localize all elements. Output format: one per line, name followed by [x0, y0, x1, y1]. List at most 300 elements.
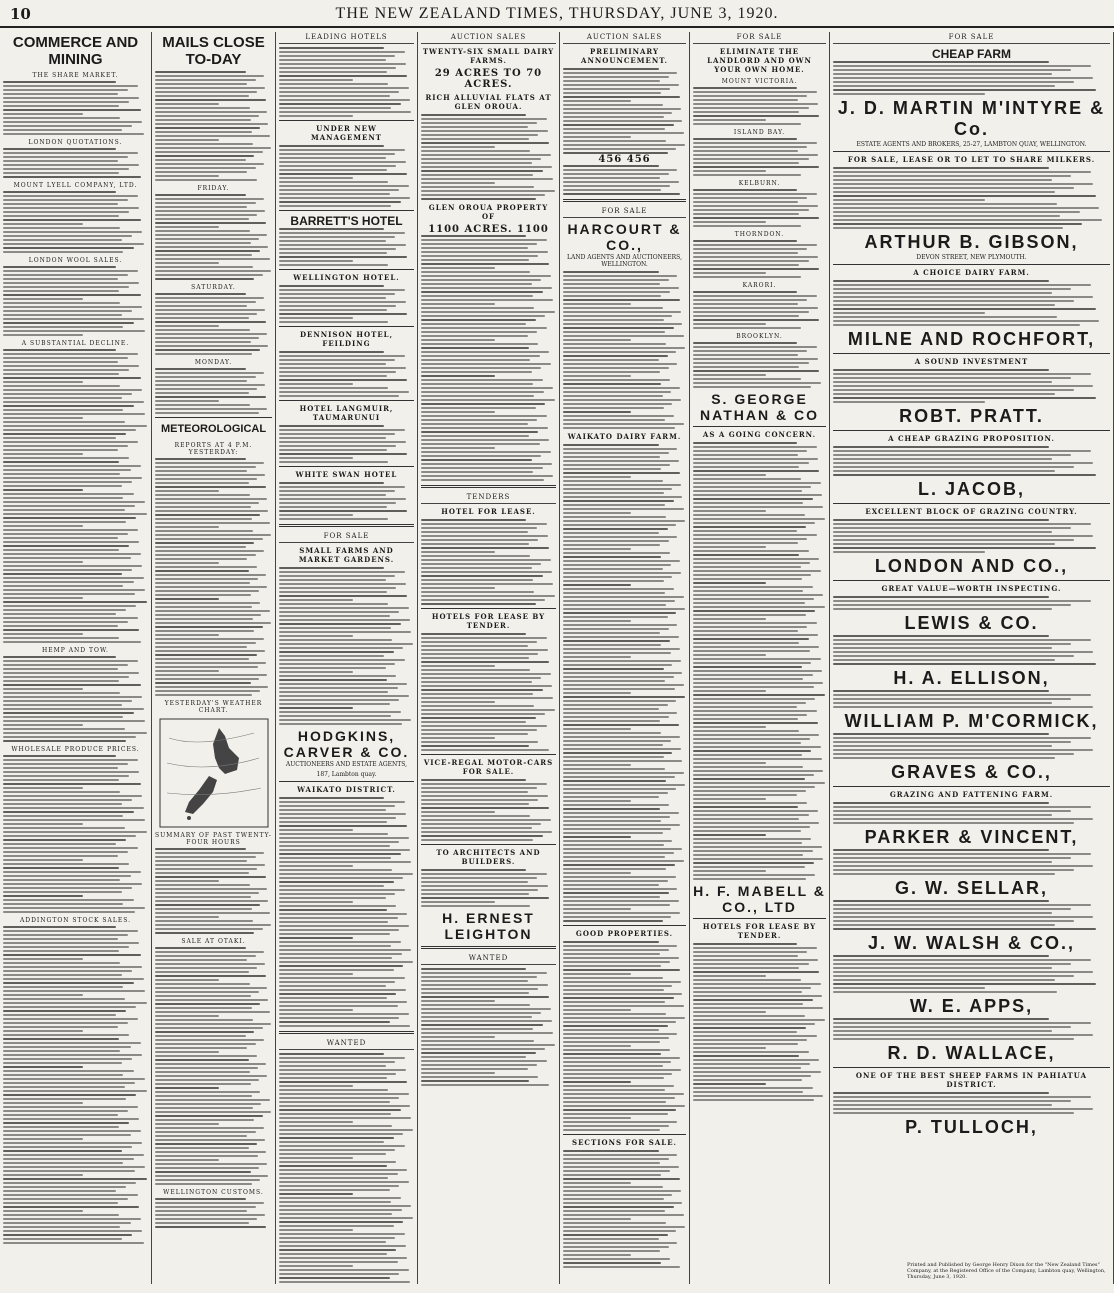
- text-line: [421, 375, 495, 377]
- ad-heading: ELIMINATE THE LANDLORD AND OWN YOUR OWN HOME.: [707, 47, 812, 74]
- text-line: [3, 903, 123, 905]
- text-line: [563, 993, 682, 995]
- text-line: [563, 796, 659, 798]
- text-line: [833, 527, 1071, 529]
- text-line: [563, 552, 670, 554]
- text-line: [563, 108, 681, 110]
- text-line: [833, 643, 1071, 645]
- text-line: [279, 1089, 388, 1091]
- text-line: [279, 371, 396, 373]
- text-line: [3, 243, 144, 245]
- text-line: [155, 526, 219, 528]
- text-line: [563, 568, 663, 570]
- text-line: [3, 1070, 134, 1072]
- text-line: [563, 1198, 664, 1200]
- text-line: [421, 407, 536, 409]
- text-line: [155, 238, 259, 240]
- text-line: [693, 630, 798, 632]
- text-line: [279, 893, 395, 895]
- text-line: [279, 611, 399, 613]
- text-block: [421, 519, 556, 605]
- text-line: [693, 530, 797, 532]
- text-line: [3, 712, 134, 714]
- text-line: [279, 1109, 401, 1111]
- text-line: [833, 971, 1093, 973]
- text-line: [3, 105, 119, 107]
- text-block: [3, 191, 148, 253]
- text-line: [421, 1000, 495, 1002]
- text-line: [563, 1158, 669, 1160]
- text-line: [693, 686, 814, 688]
- text-line: [279, 379, 407, 381]
- text-line: [421, 523, 547, 525]
- text-line: [563, 832, 663, 834]
- text-line: [155, 87, 265, 89]
- text-line: [563, 949, 669, 951]
- text-line: [563, 1206, 674, 1208]
- text-line: [833, 1092, 1049, 1094]
- text-line: [155, 868, 257, 870]
- text-line: [563, 76, 669, 78]
- text-line: [563, 652, 671, 654]
- text-line: [155, 179, 257, 181]
- text-line: [155, 329, 250, 331]
- text-line: [421, 1060, 547, 1062]
- text-line: [279, 679, 387, 681]
- text-line: [563, 941, 659, 943]
- text-line: [279, 1021, 390, 1023]
- text-line: [563, 140, 666, 142]
- text-line: [279, 603, 388, 605]
- text-line: [279, 1201, 391, 1203]
- subheading: KARORI.: [742, 282, 777, 289]
- text-line: [3, 680, 119, 682]
- text-line: [155, 1127, 264, 1129]
- text-line: [833, 908, 1071, 910]
- text-line: [3, 783, 141, 785]
- text-line: [563, 148, 676, 150]
- text-line: [421, 391, 544, 393]
- text-line: [563, 676, 674, 678]
- text-line: [833, 397, 1096, 399]
- text-line: [279, 825, 407, 827]
- text-line: [155, 1198, 246, 1200]
- text-line: [563, 624, 677, 626]
- text-line: [3, 425, 147, 427]
- text-line: [279, 228, 384, 230]
- text-line: [3, 763, 128, 765]
- text-line: [155, 606, 252, 608]
- text-line: [279, 981, 395, 983]
- text-line: [155, 305, 247, 307]
- text-line: [563, 896, 660, 898]
- text-line: [155, 1003, 260, 1005]
- text-line: [155, 550, 264, 552]
- text-line: [833, 904, 1091, 906]
- text-line: [3, 799, 132, 801]
- text-line: [563, 732, 661, 734]
- text-line: [421, 783, 547, 785]
- text-line: [563, 327, 674, 329]
- text-line: [563, 824, 680, 826]
- text-line: [155, 622, 271, 624]
- text-line: [3, 998, 125, 1000]
- text-line: [279, 111, 411, 113]
- ad-heading: EXCELLENT BLOCK OF GRAZING COUNTRY.: [865, 507, 1078, 516]
- text-line: [421, 587, 495, 589]
- text-line: [563, 884, 659, 886]
- text-line: [3, 724, 83, 726]
- text-line: [421, 194, 545, 196]
- text-line: [3, 207, 139, 209]
- text-line: [279, 285, 384, 287]
- text-line: [563, 500, 674, 502]
- text-line: [155, 654, 257, 656]
- text-line: [155, 494, 250, 496]
- text-line: [155, 947, 246, 949]
- text-line: [155, 876, 266, 878]
- text-line: [155, 262, 219, 264]
- text-line: [563, 1081, 631, 1083]
- text-line: [3, 505, 135, 507]
- agent-name: PARKER & VINCENT,: [864, 827, 1079, 847]
- text-line: [693, 478, 801, 480]
- text-line: [833, 869, 1074, 871]
- text-line: [279, 321, 388, 323]
- text-line: [693, 626, 807, 628]
- text-line: [693, 666, 802, 668]
- text-line: [3, 164, 139, 166]
- text-line: [3, 365, 139, 367]
- text-line: [3, 314, 122, 316]
- text-line: [3, 1082, 135, 1084]
- text-line: [3, 1062, 122, 1064]
- text-line: [279, 256, 407, 258]
- text-line: [563, 880, 668, 882]
- text-line: [421, 795, 548, 797]
- text-line: [3, 1054, 142, 1056]
- text-line: [3, 593, 135, 595]
- text-line: [279, 1025, 410, 1027]
- text-line: [693, 510, 766, 512]
- text-line: [279, 313, 407, 315]
- text-line: [3, 621, 128, 623]
- text-line: [563, 860, 684, 862]
- text-line: [833, 223, 1082, 225]
- text-line: [563, 820, 661, 822]
- text-line: [693, 1059, 819, 1061]
- text-line: [279, 615, 390, 617]
- text-line: [155, 194, 246, 196]
- text-line: [3, 247, 134, 249]
- text-line: [421, 311, 555, 313]
- text-line: [155, 682, 251, 684]
- text-line: [833, 296, 1093, 298]
- agent-name: HARCOURT & CO.,: [567, 221, 682, 253]
- text-line: [421, 347, 529, 349]
- text-line: [279, 165, 396, 167]
- ad-heading: TO ARCHITECTS AND BUILDERS.: [436, 848, 541, 866]
- text-line: [279, 723, 402, 725]
- text-line: [155, 578, 258, 580]
- text-line: [3, 926, 116, 928]
- text-line: [155, 995, 251, 997]
- text-line: [563, 668, 664, 670]
- text-line: [279, 905, 396, 907]
- ad-heading: SMALL FARMS AND MARKET GARDENS.: [298, 546, 395, 564]
- text-line: [279, 639, 392, 641]
- text-line: [693, 295, 817, 297]
- text-line: [155, 372, 264, 374]
- text-line: [279, 1253, 387, 1255]
- text-line: [279, 1257, 407, 1259]
- text-line: [563, 520, 685, 522]
- text-line: [279, 1265, 353, 1267]
- text-line: [155, 400, 219, 402]
- text-line: [833, 802, 1049, 804]
- text-line: [693, 818, 799, 820]
- text-line: [693, 858, 823, 860]
- text-line: [833, 450, 1091, 452]
- text-line: [155, 337, 259, 339]
- text-line: [693, 1007, 823, 1009]
- text-line: [833, 810, 1071, 812]
- agent-name: L. JACOB,: [917, 479, 1025, 499]
- text-line: [155, 313, 257, 315]
- text-line: [833, 1034, 1093, 1036]
- text-line: [421, 815, 530, 817]
- text-line: [279, 813, 406, 815]
- text-line: [279, 457, 353, 459]
- text-line: [155, 963, 265, 965]
- text-line: [693, 638, 809, 640]
- text-line: [155, 582, 250, 584]
- text-line: [3, 413, 145, 415]
- text-line: [563, 363, 677, 365]
- text-line: [563, 339, 631, 341]
- text-line: [279, 1005, 398, 1007]
- text-line: [3, 330, 145, 332]
- text-line: [563, 592, 665, 594]
- text-line: [421, 791, 528, 793]
- text-line: [693, 142, 817, 144]
- text-line: [3, 771, 139, 773]
- text-line: [421, 713, 545, 715]
- text-line: [421, 737, 495, 739]
- text-line: [3, 708, 144, 710]
- text-line: [833, 1018, 1049, 1020]
- text-line: [3, 421, 125, 423]
- text-line: [279, 305, 396, 307]
- text-line: [279, 1233, 405, 1235]
- text-line: [693, 726, 766, 728]
- text-line: [693, 386, 811, 388]
- text-line: [563, 100, 631, 102]
- text-line: [833, 912, 1052, 914]
- text-line: [833, 385, 1093, 387]
- text-block: [155, 458, 272, 696]
- text-line: [155, 83, 247, 85]
- text-line: [279, 929, 399, 931]
- text-line: [279, 1061, 395, 1063]
- text-line: [563, 997, 674, 999]
- text-line: [279, 821, 387, 823]
- text-line: [421, 315, 545, 317]
- text-line: [693, 550, 809, 552]
- agent-name: H. ERNEST LEIGHTON: [442, 910, 535, 942]
- text-line: [693, 1031, 797, 1033]
- text-line: [833, 179, 1052, 181]
- text-line: [3, 211, 129, 213]
- text-line: [279, 153, 395, 155]
- text-line: [563, 540, 669, 542]
- text-line: [421, 637, 547, 639]
- text-line: [3, 605, 136, 607]
- text-line: [279, 699, 399, 701]
- text-line: [693, 670, 822, 672]
- text-line: [155, 163, 264, 165]
- text-line: [563, 331, 665, 333]
- text-line: [279, 387, 388, 389]
- text-line: [421, 697, 553, 699]
- text-line: [155, 642, 256, 644]
- text-line: [3, 807, 144, 809]
- text-line: [421, 423, 528, 425]
- text-line: [563, 784, 685, 786]
- text-line: [3, 1142, 142, 1144]
- text-line: [279, 1129, 413, 1131]
- text-line: [279, 841, 399, 843]
- column-auctions: [418, 32, 560, 1284]
- text-line: [563, 516, 666, 518]
- text-line: [563, 1069, 681, 1071]
- text-line: [833, 539, 1074, 541]
- text-line: [155, 1011, 270, 1013]
- text-line: [563, 1077, 664, 1079]
- text-line: [693, 846, 822, 848]
- text-line: [693, 534, 817, 536]
- text-line: [421, 1012, 541, 1014]
- section-heading-meteorological: METEOROLOGICAL: [160, 423, 267, 435]
- text-line: [563, 1210, 665, 1212]
- text-line: [3, 1170, 135, 1172]
- text-line: [693, 678, 803, 680]
- text-block: [279, 482, 414, 520]
- text-line: [3, 377, 141, 379]
- text-line: [279, 683, 407, 685]
- text-block: [155, 848, 272, 934]
- text-line: [155, 1007, 252, 1009]
- text-block: [693, 189, 826, 227]
- text-line: [3, 883, 142, 885]
- text-line: [693, 514, 805, 516]
- text-line: [279, 252, 387, 254]
- text-line: [563, 1242, 677, 1244]
- text-line: [3, 1038, 119, 1040]
- text-line: [563, 496, 682, 498]
- text-line: [693, 690, 766, 692]
- text-line: [563, 816, 670, 818]
- text-line: [279, 659, 405, 661]
- text-line: [563, 1113, 668, 1115]
- text-block: [3, 656, 148, 742]
- text-line: [155, 522, 270, 524]
- text-line: [3, 625, 118, 627]
- text-line: [3, 1050, 120, 1052]
- text-line: [279, 1145, 405, 1147]
- text-line: [155, 864, 265, 866]
- text-line: [693, 834, 766, 836]
- text-line: [563, 1097, 675, 1099]
- text-line: [3, 1074, 123, 1076]
- text-line: [563, 1061, 671, 1063]
- text-line: [421, 1064, 537, 1066]
- text-line: [3, 637, 119, 639]
- text-line: [279, 809, 386, 811]
- text-line: [3, 449, 118, 451]
- text-line: [279, 87, 409, 89]
- text-line: [279, 1157, 353, 1159]
- subheading: MOUNT VICTORIA.: [721, 78, 798, 85]
- text-line: [3, 231, 142, 233]
- text-line: [833, 741, 1071, 743]
- text-line: [563, 1262, 661, 1264]
- text-line: [3, 696, 142, 698]
- text-line: [279, 881, 394, 883]
- text-line: [3, 843, 116, 845]
- text-line: [421, 839, 533, 841]
- ad-heading: GRAZING AND FATTENING FARM.: [889, 790, 1054, 799]
- text-line: [279, 1221, 403, 1223]
- text-line: [693, 842, 802, 844]
- text-line: [3, 549, 119, 551]
- text-line: [279, 169, 387, 171]
- text-line: [3, 938, 118, 940]
- text-line: [563, 584, 631, 586]
- text-line: [421, 693, 533, 695]
- text-line: [693, 526, 806, 528]
- text-line: [563, 844, 664, 846]
- agent-name: P. TULLOCH,: [905, 1117, 1038, 1137]
- text-line: [155, 546, 246, 548]
- text-line: [3, 601, 147, 603]
- text-block: [155, 368, 272, 414]
- ad-heading: WELLINGTON HOTEL.: [293, 273, 400, 282]
- subheading: WELLINGTON CUSTOMS.: [163, 1189, 264, 1196]
- text-line: [279, 1093, 409, 1095]
- text-line: [3, 322, 134, 324]
- text-line: [155, 932, 254, 934]
- text-line: [563, 804, 669, 806]
- text-line: [693, 646, 819, 648]
- text-line: [155, 1115, 263, 1117]
- text-line: [3, 1186, 126, 1188]
- text-line: [693, 826, 810, 828]
- text-line: [693, 870, 766, 872]
- text-line: [563, 395, 663, 397]
- text-line: [693, 1071, 821, 1073]
- text-line: [693, 1051, 809, 1053]
- text-line: [833, 924, 1055, 926]
- text-line: [563, 712, 677, 714]
- text-line: [563, 468, 661, 470]
- text-line: [693, 943, 797, 945]
- text-line: [421, 1044, 555, 1046]
- text-line: [693, 758, 822, 760]
- text-line: [279, 248, 396, 250]
- text-line: [693, 614, 806, 616]
- text-line: [563, 977, 663, 979]
